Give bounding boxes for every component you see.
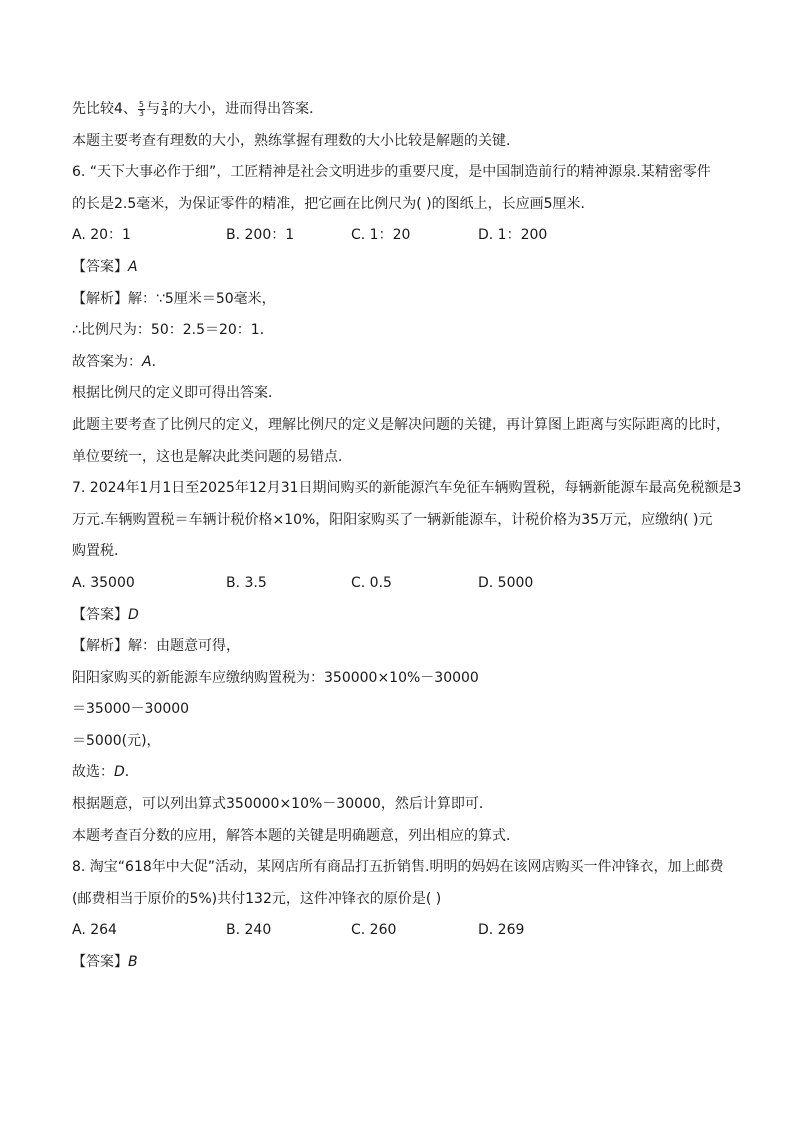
q6-option-b: B. 200：1 xyxy=(226,227,295,244)
q8-option-b: B. 240 xyxy=(226,922,272,939)
q7-answer xyxy=(72,606,732,624)
q8-stem-line1: 8. 淘宝“618年中大促”活动，某网店所有商品打五折销售.明明的妈妈在该网店购买一件冲锋衣，加上邮费 xyxy=(72,859,724,876)
q6-analysis-line3 xyxy=(72,353,732,371)
q7-analysis-line7: 本题考查百分数的应用，解答本题的关键是明确题意，列出相应的算式． xyxy=(72,827,520,844)
q6-stem-line2: 的长是2.5毫米，为保证零件的精准，把它画在比例尺为( )的图纸上，长应画5厘米． xyxy=(72,195,595,212)
q7-analysis-line3: ＝35000－30000 xyxy=(72,701,190,718)
q7-analysis-line4: ＝5000(元)， xyxy=(72,732,161,749)
answer-value: A xyxy=(128,258,138,275)
answer-value: D xyxy=(128,606,139,623)
q8-option-a: A. 264 xyxy=(72,922,117,939)
conclusion-value: A xyxy=(142,353,152,370)
conclusion-suffix: ． xyxy=(151,353,166,370)
q5-line1-prefix: 先比较4、 xyxy=(72,101,137,117)
q8-answer xyxy=(72,953,732,971)
q6-analysis-line2: ∴比例尺为：50：2.5＝20：1． xyxy=(72,322,274,339)
q7-stem-line3: 购置税． xyxy=(72,543,128,560)
q6-analysis-line1 xyxy=(72,290,732,308)
analysis-text: 解：由题意可得， xyxy=(128,638,240,655)
answer-label: 【答案】 xyxy=(72,606,128,623)
q6-analysis-line4: 根据比例尺的定义即可得出答案． xyxy=(72,385,282,402)
q5-line1-suffix: 的大小，进而得出答案． xyxy=(169,101,324,117)
q7-option-d: D. 5000 xyxy=(478,574,534,591)
q8-options xyxy=(72,921,732,939)
q5-analysis-line1 xyxy=(72,100,732,118)
q5-line1-mid: 与 xyxy=(146,101,161,117)
analysis-label: 【解析】 xyxy=(72,290,128,307)
q7-stem-line1: 7. 2024年1月1日至2025年12月31日期间购买的新能源汽车免征车辆购置税，每辆新能源车最高免税额是3 xyxy=(72,480,742,497)
document-page xyxy=(72,99,742,985)
q8-option-d: D. 269 xyxy=(478,922,525,939)
analysis-label: 【解析】 xyxy=(72,638,128,655)
conclusion-value: D xyxy=(114,764,125,781)
q8-option-c: C. 260 xyxy=(351,922,397,939)
q7-option-b: B. 3.5 xyxy=(226,574,267,591)
q7-option-a: A. 35000 xyxy=(72,574,135,591)
q7-option-c: C. 0.5 xyxy=(351,574,392,591)
q7-analysis-line1 xyxy=(72,637,732,655)
q6-analysis-line6: 单位要统一，这也是解决此类问题的易错点． xyxy=(72,448,352,465)
answer-label: 【答案】 xyxy=(72,954,128,971)
conclusion-suffix: ． xyxy=(124,764,139,781)
q5-analysis-line2: 本题主要考查有理数的大小，熟练掌握有理数的大小比较是解题的关键． xyxy=(72,132,520,149)
q7-analysis-line6: 根据题意，可以列出算式350000×10%－30000，然后计算即可． xyxy=(72,796,493,813)
q7-analysis-line5 xyxy=(72,763,732,781)
analysis-text: 解：∵5厘米＝50毫米， xyxy=(128,290,276,307)
q6-stem-line1: 6. “天下大事必作于细”，工匠精神是社会文明进步的重要尺度，是中国制造前行的精神源泉.某精密零件 xyxy=(72,164,711,181)
q6-options xyxy=(72,226,732,244)
q6-analysis-line5: 此题主要考查了比例尺的定义，理解比例尺的定义是解决问题的关键，再计算图上距离与实际距离的比时， xyxy=(72,416,730,433)
q6-answer xyxy=(72,258,732,276)
q7-analysis-line2: 阳阳家购买的新能源车应缴纳购置税为：350000×10%－30000 xyxy=(72,669,479,686)
q7-stem-line2: 万元.车辆购置税＝车辆计税价格×10%，阳阳家购买了一辆新能源车，计税价格为35万元，应缴纳( )元 xyxy=(72,511,713,528)
q8-stem-line2: (邮费相当于原价的5%)共付132元，这件冲锋衣的原价是( ) xyxy=(72,890,442,907)
fraction-three-quarters: $\frac{3}{4}$ xyxy=(162,99,168,118)
answer-label: 【答案】 xyxy=(72,258,128,275)
q6-option-d: D. 1：200 xyxy=(478,227,548,244)
q7-options xyxy=(72,574,732,592)
answer-value: B xyxy=(128,954,138,971)
fraction-five-thirds: $\frac{5}{3}$ xyxy=(138,99,145,118)
q6-option-a: A. 20：1 xyxy=(72,227,131,244)
conclusion-prefix: 故选： xyxy=(72,764,114,781)
conclusion-prefix: 故答案为： xyxy=(72,353,142,370)
q6-option-c: C. 1：20 xyxy=(351,227,411,244)
